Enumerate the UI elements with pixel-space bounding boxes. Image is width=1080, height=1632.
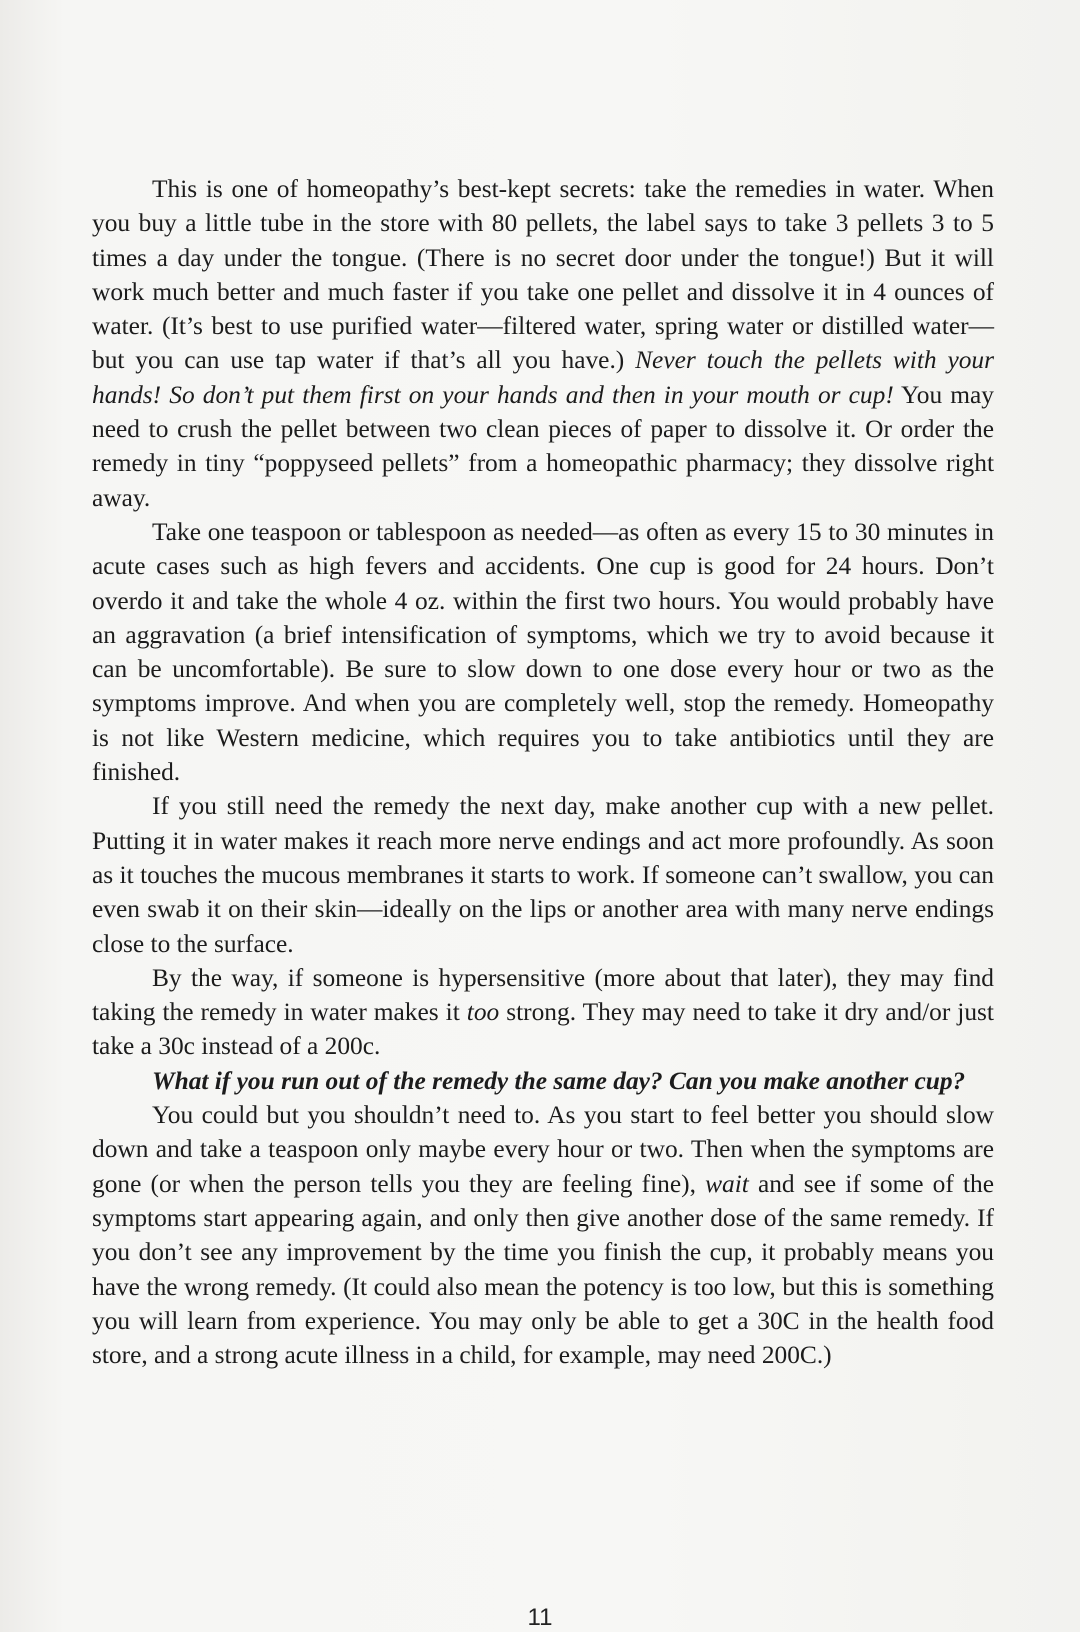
question-heading (92, 1064, 994, 1098)
text-run: strong. They may need to take it dry and/or just take a 30c instead of a 200c. (92, 998, 994, 1061)
paragraph (92, 1098, 994, 1372)
text-run: You may need to crush the pellet between two clean pieces of paper to dissolve it. Or order the remedy in tiny “poppyseed pellets” from a homeopathic pharmacy; they dissolve right away. (92, 380, 994, 512)
text-run: What if you run out of the remedy the same day? Can you make another cup? (152, 1066, 966, 1095)
text-run: You could but you shouldn’t need to. As you start to feel better you should slow down and take a teaspoon only maybe every hour or two. Then when the symptoms are gone (or when the person tells you they are feeling fine), (92, 1101, 994, 1198)
body-text (92, 172, 994, 1372)
text-run: Take one teaspoon or tablespoon as needed—as often as every 15 to 30 minutes in acute cases such as high fevers and accidents. One cup is good for 24 hours. Don’t overdo it and take the whole 4 oz. within the first two hours. You would probably have an aggravation (a brief intensification of symptoms, which we try to avoid because it can be uncomfortable). Be sure to slow down to one dose every hour or two as the symptoms improve. And when you are completely well, stop the remedy. Homeopathy is not like Western medicine, which requires you to take antibiotics until they are finished. (92, 517, 994, 787)
emphasized-text: too (466, 998, 500, 1027)
paragraph (92, 961, 994, 1064)
text-run: This is one of homeopathy’s best-kept secrets: take the remedies in water. When you buy a little tube in the store with 80 pellets, the label says to take 3 pellets 3 to 5 times a day under the tongue. (There is no secret door under the tongue!) But it will work much better and much faster if you take one pellet and dissolve it in 4 ounces of water. (It’s best to use purified water—filtered water, spring water or distilled water—but you can use tap water if that’s all you have.) (92, 175, 994, 375)
emphasized-text: wait (705, 1169, 749, 1198)
emphasized-text: Never touch the pellets with your hands! So don’t put them first on your hands and then in your mouth or cup! (92, 346, 994, 409)
text-run: By the way, if someone is hypersensitive (more about that later), they may find taking the remedy in water makes it (92, 963, 994, 1027)
text-run: and see if some of the symptoms start appearing again, and only then give another dose of the same remedy. If you don’t see any improvement by the time you finish the cup, it probably means you have the wrong remedy. (It could also mean the potency is too low, but this is something you will learn from experience. You may only be able to get a 30C in the health food store, and a strong acute illness in a child, for example, may need 200C.) (92, 1169, 994, 1370)
paragraph (92, 789, 994, 960)
paragraph (92, 515, 994, 789)
paragraph (92, 172, 994, 515)
page-number: 11 (527, 1604, 553, 1631)
text-run: If you still need the remedy the next day, make another cup with a new pellet. Putting it in water makes it reach more nerve endings and act more profoundly. As soon as it touches the mucous membranes it starts to work. If someone can’t swallow, you can even swab it on their skin—ideally on the lips or another area with many nerve endings close to the surface. (92, 792, 994, 958)
